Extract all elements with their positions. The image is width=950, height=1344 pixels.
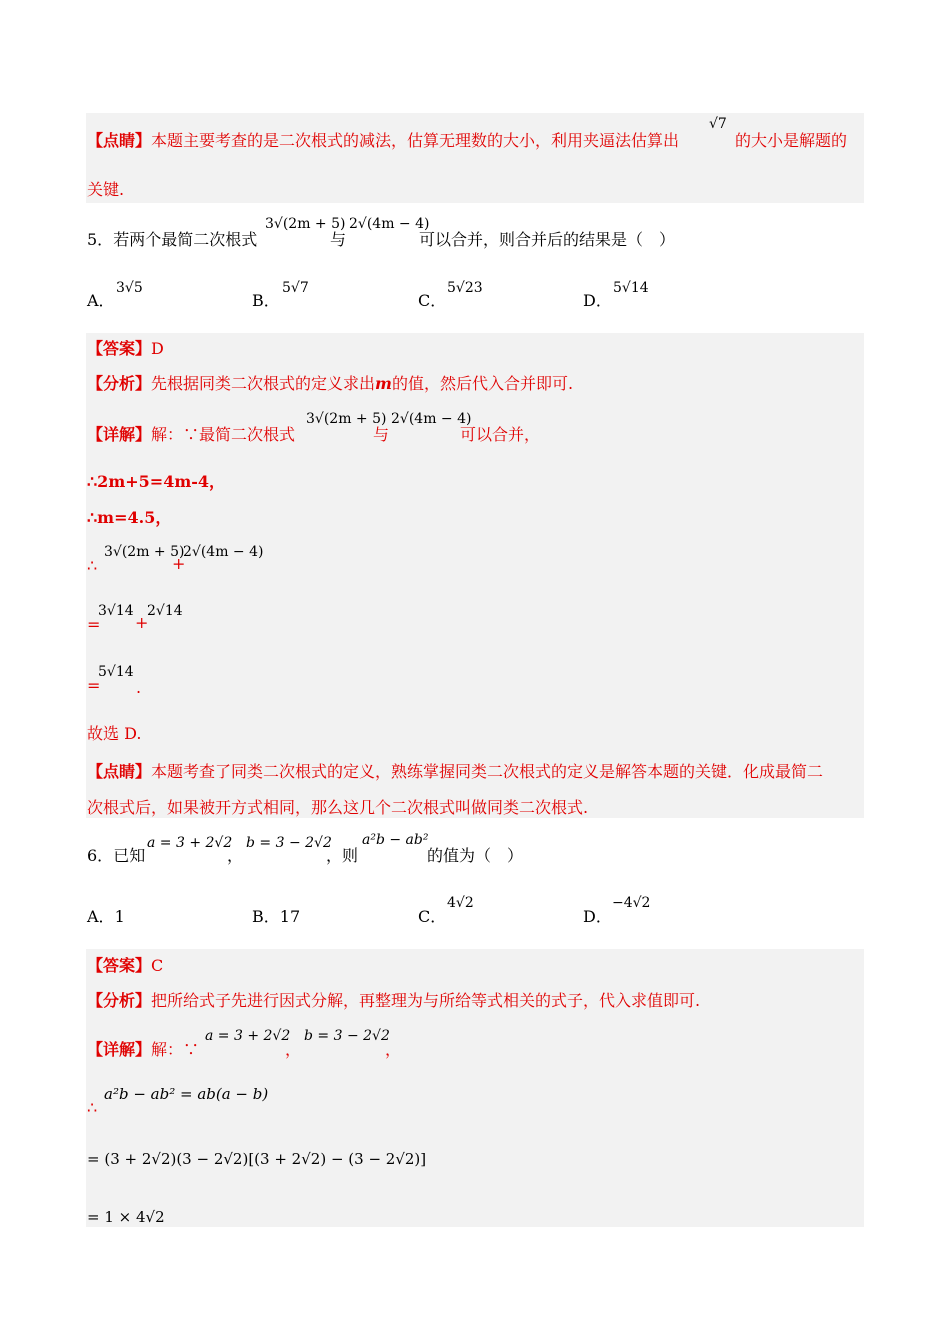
- q6-option-d-value: −4√2: [612, 895, 651, 911]
- q5-option-a-value: 3√5: [116, 280, 143, 296]
- q6-expr-c: [362, 832, 428, 848]
- a5-step3-e2: 2√(4m − 4): [183, 544, 264, 560]
- a5-step4-e2: 2√14: [147, 603, 183, 619]
- note1-tag: 【点睛】: [87, 131, 152, 150]
- q6-option-b-value: 17: [279, 907, 301, 926]
- a6-detail-end: ，: [385, 1040, 402, 1059]
- q5-option-c-value: 5√23: [447, 280, 483, 296]
- q5-expr2: 2√(4m − 4): [349, 216, 430, 232]
- a5-step3-e1: 3√(2m + 5): [104, 544, 185, 560]
- a5-analysis: [87, 374, 573, 394]
- q6-option-d-label[interactable]: D．: [583, 907, 612, 926]
- a5-step3-prefix: ∴: [87, 556, 98, 575]
- q6-text-b: ，则: [326, 846, 359, 865]
- q6-option-a-value: 1: [114, 907, 125, 926]
- q6-option-a-label[interactable]: [87, 907, 125, 927]
- q5-text-a: 若两个最简二次根式: [113, 230, 258, 249]
- a5-detail-a: 解：∵最简二次根式: [151, 425, 296, 444]
- q5-option-b-label[interactable]: B．: [252, 291, 280, 310]
- q5-number: 5．: [87, 230, 114, 249]
- a5-detail-b: 与: [373, 425, 390, 444]
- a6-detail-e1: [205, 1028, 290, 1044]
- a5-choose: 故选 D.: [87, 724, 142, 743]
- a5-step4-eq: =: [87, 615, 101, 634]
- note-block-1: [86, 113, 864, 203]
- a5-detail: [87, 425, 295, 445]
- a5-answer: [87, 339, 164, 359]
- q6-comma1: ，: [227, 846, 244, 865]
- a6-answer-tag: 【答案】: [87, 956, 152, 975]
- note1-sqrt7: √7: [709, 116, 727, 132]
- a6-detail-comma: ，: [285, 1040, 302, 1059]
- q5-option-b-value: 5√7: [282, 280, 309, 296]
- q6-option-c-value: 4√2: [447, 895, 474, 911]
- a5-analysis-m: m: [375, 374, 392, 393]
- a5-analysis-a: 先根据同类二次根式的定义求出: [151, 374, 376, 393]
- a6-detail-e2: [304, 1028, 390, 1044]
- note1-text-b: 的大小是解题的: [735, 131, 848, 150]
- q6-option-a-letter: A．: [87, 907, 115, 926]
- a6-detail-e2-text: b = 3 − 2√2: [304, 1028, 390, 1044]
- a6-detail: [87, 1040, 199, 1060]
- a5-answer-tag: 【答案】: [87, 339, 152, 358]
- answer-block-5: [86, 333, 864, 818]
- a5-answer-value: D: [151, 339, 164, 358]
- a6-step1-prefix: ∴: [87, 1098, 98, 1117]
- q6-expr-b-text: b = 3 − 2√2: [246, 835, 332, 851]
- a5-step4-e1: 3√14: [98, 603, 134, 619]
- a6-step1-text: a²b − ab² = ab(a − b): [104, 1085, 269, 1103]
- a5-detail-expr1: 3√(2m + 5): [306, 411, 387, 427]
- a5-detail-expr2: 2√(4m − 4): [391, 411, 472, 427]
- q6-text-a: 已知: [113, 846, 146, 865]
- a6-step1: [104, 1085, 268, 1103]
- a6-answer: [87, 956, 163, 976]
- a5-analysis-b: 的值，然后代入合并即可.: [391, 374, 574, 393]
- q5-text-c: 可以合并，则合并后的结果是（ ）: [419, 230, 676, 249]
- a5-point-line2: 次根式后，如果被开方式相同，那么这几个二次根式叫做同类二次根式.: [87, 798, 589, 817]
- note1-line1: [87, 131, 679, 151]
- q6-option-b-label[interactable]: [252, 907, 300, 927]
- a5-step5-eq: =: [87, 676, 101, 695]
- q5-option-c-label[interactable]: C．: [418, 291, 447, 310]
- a5-step5-e1: 5√14: [98, 664, 134, 680]
- q5-option-d-value: 5√14: [613, 280, 649, 296]
- q6-expr-b: [246, 835, 332, 851]
- a5-detail-c: 可以合并，: [460, 425, 541, 444]
- a5-point-line1: [87, 762, 823, 782]
- q6-expr-a-text: a = 3 + 2√2: [147, 835, 233, 851]
- a6-analysis-tag: 【分析】: [87, 991, 152, 1010]
- q6-stem: [87, 846, 145, 866]
- a5-point-text: 本题考查了同类二次根式的定义，熟练掌握同类二次根式的定义是解答本题的关键．化成最简二: [151, 762, 824, 781]
- note1-line2: 关键.: [87, 180, 125, 199]
- q5-stem: [87, 230, 257, 250]
- q5-text-b: 与: [330, 230, 347, 249]
- a5-step5-end: .: [136, 678, 142, 697]
- q6-text-c: 的值为（ ）: [427, 846, 524, 865]
- a6-step2: = (3 + 2√2)(3 − 2√2)[(3 + 2√2) − (3 − 2√2)]: [87, 1150, 427, 1168]
- a6-analysis: [87, 991, 700, 1011]
- a6-answer-value: C: [151, 956, 164, 975]
- note1-text: 本题主要考查的是二次根式的减法，估算无理数的大小，利用夹逼法估算出: [151, 131, 680, 150]
- q6-expr-c-text: a²b − ab²: [362, 832, 429, 848]
- a5-point-tag: 【点睛】: [87, 762, 152, 781]
- a5-step2: ∴m=4.5，: [87, 508, 172, 527]
- a5-detail-tag: 【详解】: [87, 425, 152, 444]
- q5-option-a-label[interactable]: A．: [87, 291, 115, 310]
- a6-detail-a: 解：∵: [151, 1040, 200, 1059]
- a6-detail-tag: 【详解】: [87, 1040, 152, 1059]
- a5-step1: ∴2m+5=4m-4，: [87, 472, 226, 491]
- a6-analysis-text: 把所给式子先进行因式分解，再整理为与所给等式相关的式子，代入求值即可.: [151, 991, 701, 1010]
- q6-option-c-label[interactable]: C．: [418, 907, 447, 926]
- q6-option-b-letter: B．: [252, 907, 280, 926]
- q6-number: 6．: [87, 846, 114, 865]
- q5-expr1: 3√(2m + 5): [265, 216, 346, 232]
- a5-analysis-tag: 【分析】: [87, 374, 152, 393]
- a5-step4-plus: +: [135, 613, 149, 632]
- a6-step3: = 1 × 4√2: [87, 1208, 165, 1226]
- a6-detail-e1-text: a = 3 + 2√2: [205, 1028, 291, 1044]
- q6-expr-a: [147, 835, 232, 851]
- q5-option-d-label[interactable]: D．: [583, 291, 612, 310]
- a5-step3-plus: +: [172, 554, 186, 573]
